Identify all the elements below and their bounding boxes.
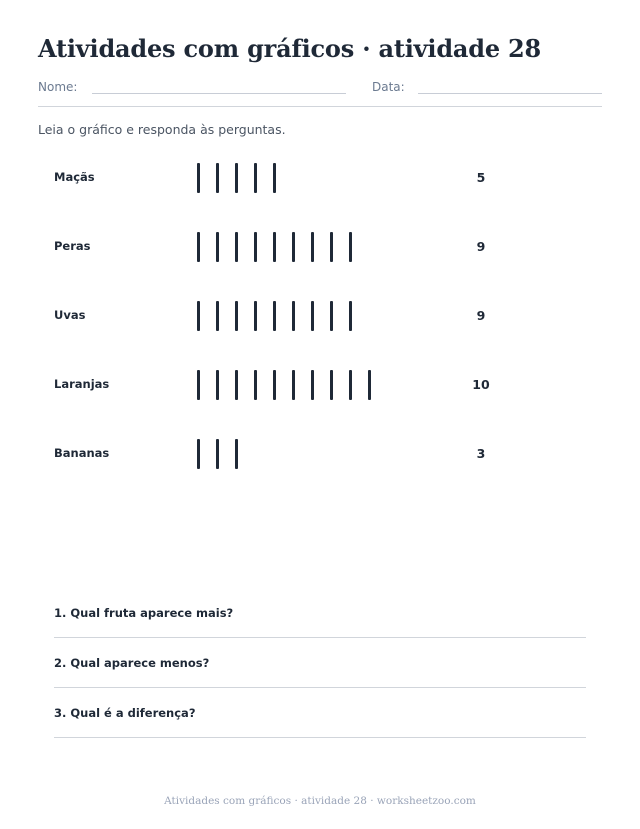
tally-mark [349, 232, 352, 262]
tally-mark [330, 370, 333, 400]
tally-mark [235, 163, 238, 193]
name-field[interactable] [92, 93, 346, 94]
count-label: 10 [472, 377, 490, 392]
question-item [54, 706, 586, 738]
instructions: Leia o gráfico e responda às perguntas. [38, 122, 286, 137]
tally-mark [349, 370, 352, 400]
page-title: Atividades com gráficos · atividade 28 [38, 34, 542, 63]
category-label: Uvas [54, 308, 86, 322]
question-text: 3. Qual é a diferença? [54, 706, 196, 720]
tally-mark [273, 163, 276, 193]
tally-mark [235, 301, 238, 331]
category-label: Laranjas [54, 377, 110, 391]
tally-mark [197, 439, 200, 469]
tally-mark [197, 301, 200, 331]
count-label: 9 [476, 239, 486, 254]
tally-mark [254, 370, 257, 400]
tally-mark [216, 370, 219, 400]
tally-mark [273, 370, 276, 400]
tally-mark [273, 301, 276, 331]
category-label: Maçãs [54, 170, 95, 184]
tally-marks [197, 301, 352, 331]
tally-mark [311, 232, 314, 262]
date-field[interactable] [418, 93, 602, 94]
tally-mark [368, 370, 371, 400]
tally-mark [273, 232, 276, 262]
tally-mark [235, 439, 238, 469]
count-label: 9 [476, 308, 486, 323]
tally-mark [292, 232, 295, 262]
tally-mark [197, 232, 200, 262]
tally-marks [197, 163, 276, 193]
count-label: 5 [476, 170, 486, 185]
tally-mark [311, 301, 314, 331]
chart-row [0, 161, 640, 195]
name-label: Nome: [38, 80, 78, 94]
question-item [54, 606, 586, 638]
tally-mark [197, 163, 200, 193]
tally-mark [330, 232, 333, 262]
tally-mark [216, 232, 219, 262]
tally-marks [197, 439, 238, 469]
chart-row [0, 299, 640, 333]
tally-mark [197, 370, 200, 400]
tally-marks [197, 232, 352, 262]
question-text: 1. Qual fruta aparece mais? [54, 606, 234, 620]
tally-mark [216, 439, 219, 469]
chart-row [0, 230, 640, 264]
tally-marks [197, 370, 371, 400]
tally-mark [235, 232, 238, 262]
tally-mark [292, 370, 295, 400]
tally-mark [216, 163, 219, 193]
chart-row [0, 368, 640, 402]
tally-mark [311, 370, 314, 400]
question-item [54, 656, 586, 688]
tally-mark [330, 301, 333, 331]
tally-mark [254, 301, 257, 331]
student-info-bar [38, 80, 602, 107]
page-footer: Atividades com gráficos · atividade 28 · worksheetzoo.com [164, 795, 476, 807]
category-label: Peras [54, 239, 91, 253]
question-text: 2. Qual aparece menos? [54, 656, 210, 670]
count-label: 3 [476, 446, 486, 461]
chart-row [0, 437, 640, 471]
tally-mark [235, 370, 238, 400]
date-label: Data: [372, 80, 405, 94]
category-label: Bananas [54, 446, 110, 460]
tally-mark [349, 301, 352, 331]
tally-mark [254, 232, 257, 262]
tally-mark [254, 163, 257, 193]
tally-mark [292, 301, 295, 331]
tally-mark [216, 301, 219, 331]
